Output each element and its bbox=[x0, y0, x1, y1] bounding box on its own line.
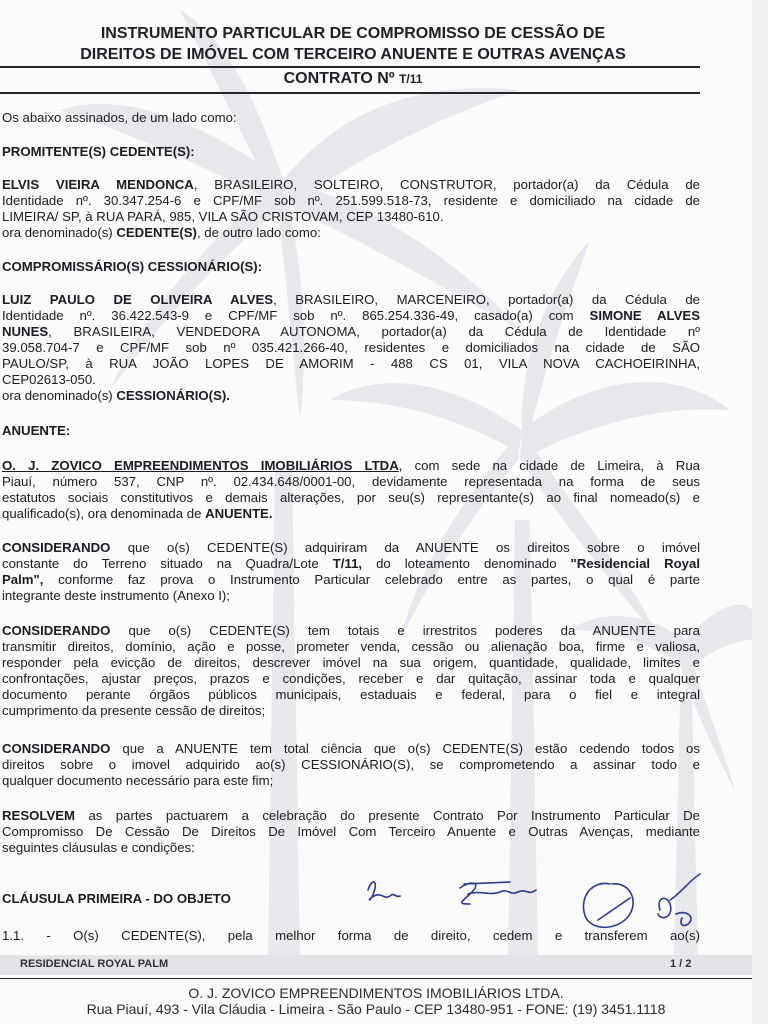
considerando1-line3: Palm", conforme faz prova o Instrumento Particular celebrado entre as partes, o qual é parte bbox=[2, 572, 700, 587]
considerando-keyword: CONSIDERANDO bbox=[2, 623, 111, 638]
footer-company-name: O. J. ZOVICO EMPREENDIMENTOS IMOBILIÁRIOS LTDA. bbox=[188, 985, 564, 1001]
considerando1-line2: constante do Terreno situado na Quadra/Lote T/11, do loteamento denominado "Residencial Royal bbox=[2, 556, 700, 571]
considerando1-line4: integrante deste instrumento (Anexo I); bbox=[2, 588, 230, 603]
cessionario-line5: PAULO/SP, à RUA JOÃO LOPES DE AMORIM - 488 CS 01, VILA NOVA CACHOEIRINHA, bbox=[2, 356, 700, 371]
anuente-line2: Piauí, número 537, CNP nº. 02.434.648/0001-00, devidamente representada na forma de seus bbox=[2, 474, 700, 489]
document-title-line1: INSTRUMENTO PARTICULAR DE COMPROMISSO DE CESSÃO DE bbox=[100, 25, 606, 42]
considerando1-line1: CONSIDERANDO que o(s) CEDENTE(S) adquiriram da ANUENTE os direitos sobre o imóvel bbox=[2, 540, 700, 555]
document-title-line2: DIREITOS DE IMÓVEL COM TERCEIRO ANUENTE E OUTRAS AVENÇAS bbox=[80, 46, 626, 63]
cedente-line3: LIMEIRA/ SP, à RUA PARÁ, 985, VILA SÃO CRISTOVAM, CEP 13480-610. bbox=[2, 209, 444, 224]
contract-label: CONTRATO Nº bbox=[283, 70, 395, 87]
anuente-company: O. J. ZOVICO EMPREENDIMENTOS IMOBILIÁRIOS LTDA bbox=[2, 458, 399, 473]
contract-number-heading bbox=[8, 70, 698, 88]
resolvem-line3: seguintes cláusulas e condições: bbox=[2, 840, 195, 855]
signature-initial-4 bbox=[658, 874, 700, 925]
resolvem-line2: Compromisso De Cessão De Direitos De Imóvel Com Terceiro Anuente e Outras Avenças, mediante bbox=[2, 824, 700, 839]
considerando2-line2: transmitir direitos, domínio, ação e posse, prometer venda, cessão ou alienação boa, firme e valiosa, bbox=[2, 639, 700, 654]
footer-rule bbox=[0, 978, 752, 979]
cessionario-line3: NUNES, BRASILEIRA, VENDEDORA AUTONOMA, portador(a) da Cédula de Identidade nº bbox=[2, 324, 700, 339]
cessionario-denominado: ora denominado(s) CESSIONÁRIO(S). bbox=[2, 388, 230, 403]
considerando2-line3: responder pela evicção de direitos, descrever imóvel na sua origem, quantidade, qualidade, limites e bbox=[2, 655, 700, 670]
cessionario-line4: 39.058.704-7 e CPF/MF sob nº 035.421.266-40, residentes e domiciliados na cidade de SÃO bbox=[2, 340, 700, 355]
cedente-line2: Identidade nº. 30.347.254-6 e CPF/MF sob nº. 251.599.518-73, residente e domiciliado na cidade de bbox=[2, 193, 700, 208]
page-number: 1 / 2 bbox=[670, 958, 692, 970]
considerando2-line1: CONSIDERANDO que o(s) CEDENTE(S) tem totais e irrestritos poderes da ANUENTE para bbox=[2, 623, 700, 638]
footer-development-name: RESIDENCIAL ROYAL PALM bbox=[20, 958, 169, 970]
intro-text: Os abaixo assinados, de um lado como: bbox=[2, 110, 237, 125]
title-rule-bottom bbox=[0, 92, 700, 94]
cessionario-heading: COMPROMISSÁRIO(S) CESSIONÁRIO(S): bbox=[2, 259, 263, 274]
considerando3-line2: direitos sobre o imovel adquirido ao(s) CESSIONÁRIO(S), se comprometendo a assinar todo e bbox=[2, 757, 700, 772]
signature-initial-1 bbox=[368, 882, 400, 900]
page-edge bbox=[752, 0, 768, 1024]
resolvem-line1: RESOLVEM as partes pactuarem a celebração do presente Contrato Por Instrumento Particular De bbox=[2, 808, 700, 823]
cedente-line1: ELVIS VIEIRA MENDONCA, BRASILEIRO, SOLTEIRO, CONSTRUTOR, portador(a) da Cédula de bbox=[2, 177, 701, 192]
footer-address: Rua Piauí, 493 - Vila Cláudia - Limeira - São Paulo - CEP 13480-951 - FONE: (19) 3451.1118 bbox=[86, 1001, 666, 1017]
cessionario-line1: LUIZ PAULO DE OLIVEIRA ALVES, BRASILEIRO, MARCENEIRO, portador(a) da Cédula de bbox=[2, 292, 700, 307]
cedente-denominado: ora denominado(s) CEDENTE(S), de outro lado como: bbox=[2, 225, 321, 240]
cedente-heading: PROMITENTE(S) CEDENTE(S): bbox=[2, 144, 195, 159]
cessionario-line6: CEP02613-050. bbox=[2, 372, 96, 387]
resolvem-keyword: RESOLVEM bbox=[2, 808, 76, 823]
clausula-heading: CLÁUSULA PRIMEIRA - DO OBJETO bbox=[2, 891, 231, 906]
clausula-number: 1.1. bbox=[2, 928, 24, 943]
considerando-keyword: CONSIDERANDO bbox=[2, 741, 111, 756]
anuente-line4: qualificado(s), ora denominada de ANUENTE. bbox=[2, 506, 273, 521]
considerando-keyword: CONSIDERANDO bbox=[2, 540, 111, 555]
contract-number: T/11 bbox=[399, 72, 423, 86]
considerando2-line6: cumprimento da presente cessão de direitos; bbox=[2, 703, 266, 718]
signature-initial-3 bbox=[583, 883, 633, 927]
signature-initial-2 bbox=[460, 882, 536, 904]
considerando2-line4: confrontações, ajustar preços, prazos e condições, receber e dar quitação, assinar toda e qualquer bbox=[2, 671, 700, 686]
anuente-line1: O. J. ZOVICO EMPREENDIMENTOS IMOBILIÁRIOS LTDA, com sede na cidade de Limeira, à Rua bbox=[2, 458, 700, 473]
clausula-line1: 1.1. - O(s) CEDENTE(S), pela melhor forma de direito, cedem e transferem ao(s) bbox=[2, 928, 701, 943]
considerando3-line3: qualquer documento necessário para este fim; bbox=[2, 773, 274, 788]
cessionario-name: LUIZ PAULO DE OLIVEIRA ALVES bbox=[2, 292, 274, 307]
title-rule-top bbox=[0, 66, 700, 68]
cessionario-line2: Identidade nº. 36.422.543-9 e CPF/MF sob nº. 865.254.336-49, casado(a) com SIMONE ALVES bbox=[2, 308, 700, 323]
considerando2-line5: documento perante órgãos públicos municipais, estaduais e federal, para o fiel e integral bbox=[2, 687, 700, 702]
cedente-name: ELVIS VIEIRA MENDONCA bbox=[2, 177, 194, 192]
anuente-line3: estatutos sociais constitutivos e demais alterações, por seu(s) representante(s) ao final nomeado(s) e bbox=[2, 490, 700, 505]
anuente-heading: ANUENTE: bbox=[2, 423, 71, 438]
considerando3-line1: CONSIDERANDO que a ANUENTE tem total ciência que o(s) CEDENTE(S) estão cedendo todos os bbox=[2, 741, 700, 756]
